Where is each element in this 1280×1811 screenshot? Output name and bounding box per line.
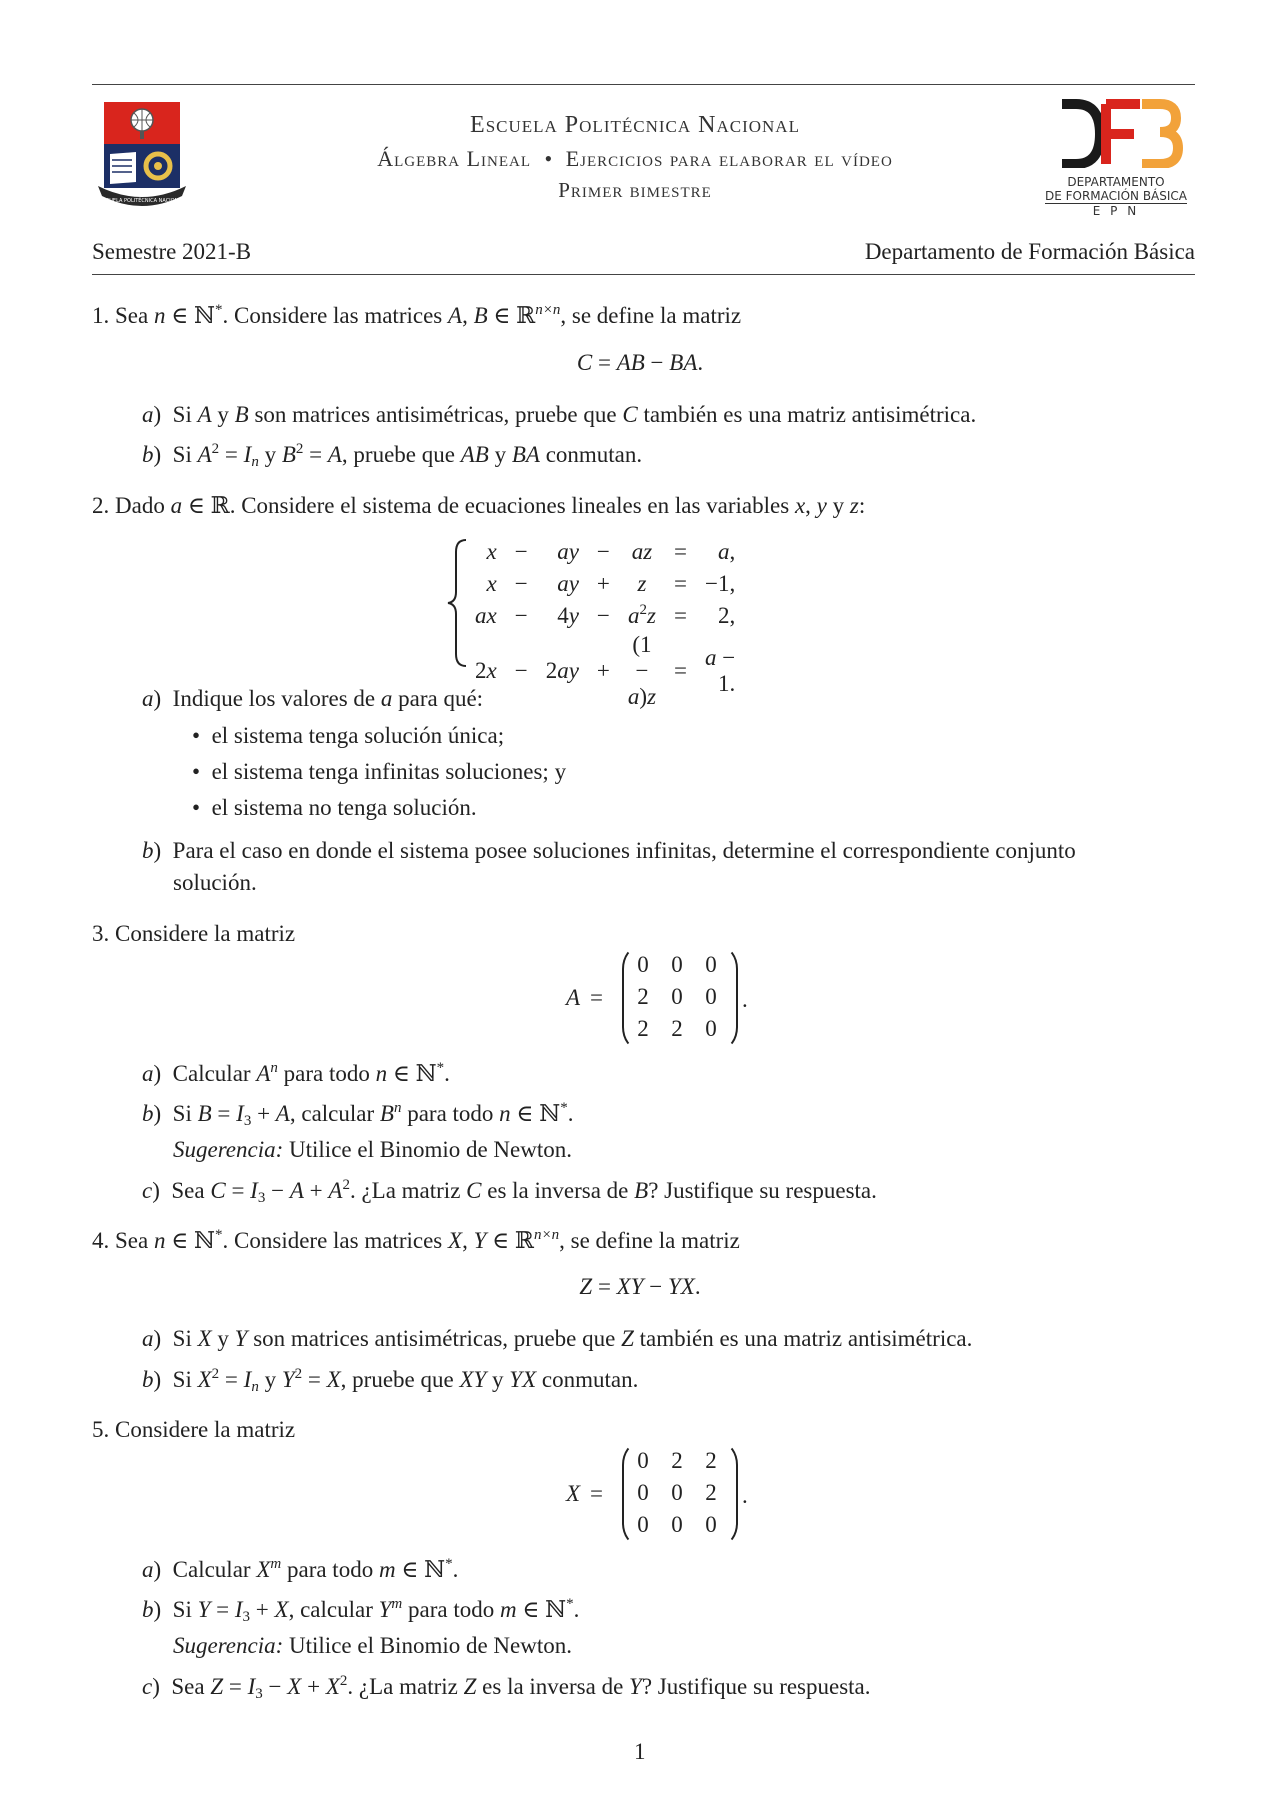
problem-4a: a) Si X y Y son matrices antisimétricas, pruebe que Z también es una matriz antisimétrica. [142, 1326, 973, 1351]
problem-2-statement: 2. Dado a ∈ ℝ. Considere el sistema de ecuaciones lineales en las variables x, y y z: [92, 493, 866, 518]
course-line [260, 146, 1010, 172]
department: Departamento de Formación Básica [864, 239, 1195, 264]
bullet-2: • el sistema tenga infinitas soluciones; y [192, 759, 567, 784]
problem-1b: b) Si $A^2 = I_n$ y $B^2 = A$, pruebe que AB y BA conmutan. [142, 441, 643, 470]
problem-4-number: 4. [92, 1228, 110, 1253]
problem-2a: a) Indique los valores de a para qué: [142, 686, 484, 711]
bullet-3: • el sistema no tenga solución. [192, 795, 477, 820]
assignment-name: Ejercicios para elaborar el vídeo [565, 146, 893, 171]
problem-3b-hint: Sugerencia: Utilice el Binomio de Newton. [173, 1137, 573, 1162]
problem-3-statement: 3. Considere la matriz [92, 921, 296, 946]
page-number: 1 [634, 1739, 646, 1764]
matrix-A: A = 0 0 0 2 0 0 2 2 0 . [566, 944, 766, 1052]
problem-4b: b) Si $X^2 = I_n$ y $Y^2 = X$, pruebe que XY y YX conmutan. [142, 1366, 639, 1395]
problem-4-equation: Z = XY − YX. [579, 1274, 701, 1299]
problem-1a: a) Si A y B son matrices antisimétricas, pruebe que C también es una matriz antisimétrica. [142, 402, 977, 427]
problem-3c: c) Sea $C = I_3 - A + A^2$. ¿La matriz C es la inversa de B? Justifique su respuesta. [142, 1177, 877, 1206]
problem-5a: a) Calcular $X^m$ para todo m ∈ ℕ*. [142, 1556, 459, 1582]
problem-5b: b) Si $Y = I_3 + X$, calcular $Y^m$ para todo m ∈ ℕ*. [142, 1596, 580, 1625]
problem-3a: a) Calcular $A^n$ para todo n ∈ ℕ*. [142, 1060, 450, 1086]
problem-3b: b) Si $B = I_3 + A$, calcular $B^n$ para todo n ∈ ℕ*. [142, 1100, 574, 1129]
problem-5-number: 5. [92, 1417, 110, 1442]
problem-1-statement: 1. Sea n ∈ ℕ*. Considere las matrices A, B ∈ ℝ$^{n\times n}$, se define la matriz [92, 302, 742, 328]
problem-1-number: 1. [92, 303, 110, 328]
semester: Semestre 2021-B [92, 239, 252, 264]
dfb-mark-icon [1036, 98, 1196, 168]
dfb-text-2: DE FORMACIÓN BÁSICA [1044, 189, 1187, 203]
problem-1-equation: C = AB − BA. [576, 350, 704, 375]
dfb-text-3: E P N [1092, 204, 1140, 218]
top-rule [92, 84, 1195, 85]
problem-4-statement: 4. Sea n ∈ ℕ*. Considere las matrices X, Y ∈ ℝ$^{n\times n}$, se define la matriz [92, 1227, 740, 1253]
dfb-text-1: DEPARTAMENTO [1067, 175, 1165, 189]
course-name: Álgebra Lineal [377, 146, 532, 171]
matrix-X: X = 0 2 2 0 0 2 0 0 0 . [566, 1440, 766, 1548]
problem-2-number: 2. [92, 493, 110, 518]
institution-name: Escuela Politécnica Nacional [470, 112, 800, 138]
problem-3-number: 3. [92, 921, 110, 946]
problem-5-statement: 5. Considere la matriz [92, 1417, 296, 1442]
problem-5b-hint: Sugerencia: Utilice el Binomio de Newton. [173, 1633, 573, 1658]
problem-5c: c) Sea $Z = I_3 - X + X^2$. ¿La matriz Z es la inversa de Y? Justifique su respuesta. [142, 1673, 871, 1702]
header-bottom-rule [92, 274, 1195, 275]
period: Primer bimestre [558, 178, 712, 202]
svg-text:ESCUELA POLITÉCNICA NACIONAL: ESCUELA POLITÉCNICA NACIONAL [99, 198, 185, 204]
bullet-separator: • [544, 146, 553, 171]
problem-2b: b) Para el caso en donde el sistema posee soluciones infinitas, determine el correspondiente conjunto solución. [142, 838, 1076, 895]
bullet-1: • el sistema tenga solución única; [192, 723, 505, 748]
dfb-logo [1036, 98, 1196, 218]
epn-logo [96, 100, 188, 212]
